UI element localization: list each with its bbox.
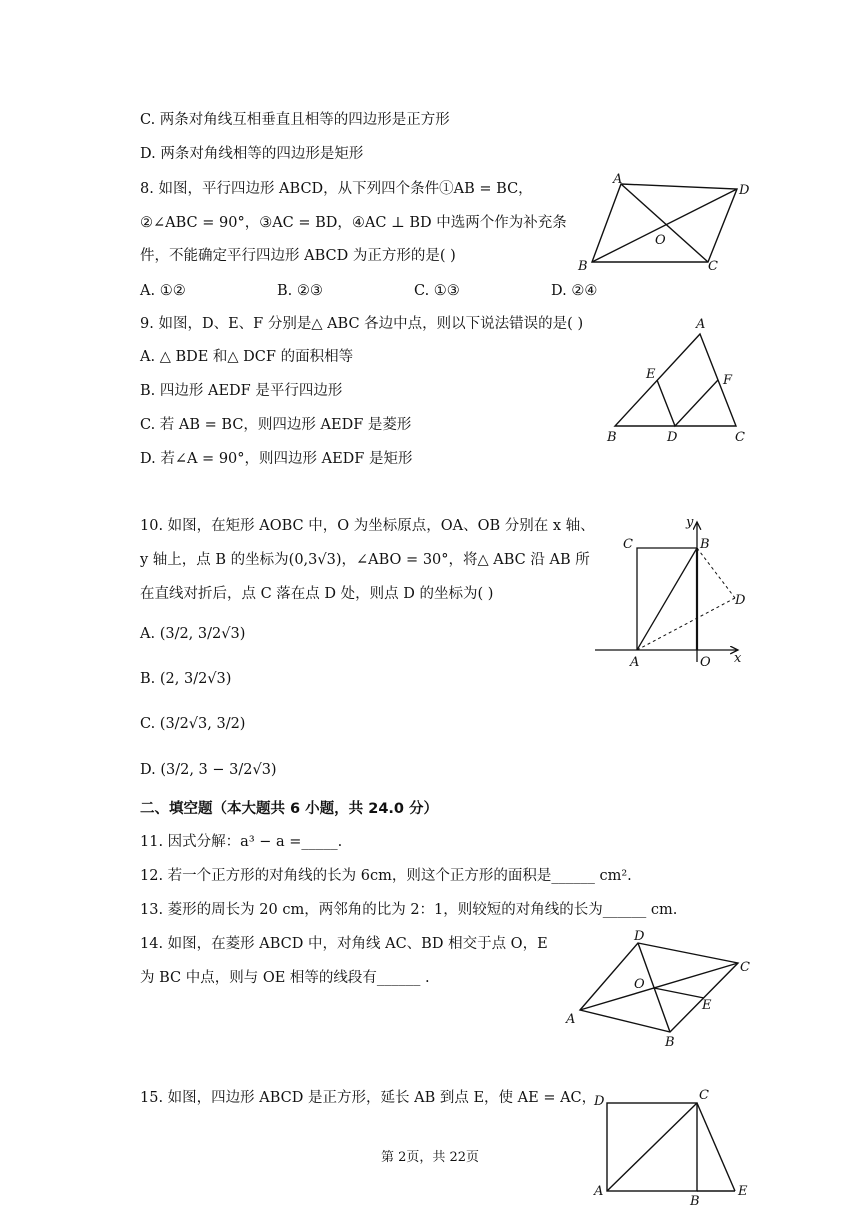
q12: 12. 若一个正方形的对角线的长为 6cm，则这个正方形的面积是______ cm².: [140, 868, 632, 884]
q8-parallelogram-figure: [575, 172, 765, 280]
fig15-label-b: B: [690, 1194, 700, 1208]
q8-line-3: 件，不能确定平行四边形 ABCD 为正方形的是( ): [140, 248, 456, 264]
fig10-label-o: O: [700, 655, 711, 670]
fig8-label-a: A: [613, 172, 623, 187]
q8-option-d: D. ②④: [551, 283, 598, 299]
fig9-label-a: A: [696, 317, 706, 332]
q14-rhombus-figure: [560, 928, 760, 1052]
q10-option-a: A. (3/2, 3/2√3): [140, 626, 246, 642]
q8-line-1: 8. 如图，平行四边形 ABCD，从下列四个条件①AB = BC，: [140, 181, 533, 197]
fig15-label-a: A: [594, 1184, 604, 1199]
fig8-label-d: D: [739, 183, 750, 198]
fig14-label-e: E: [702, 998, 712, 1013]
q13: 13. 菱形的周长为 20 cm，两邻角的比为 2：1，则较短的对角线的长为______ cm.: [140, 902, 678, 918]
fig8-label-b: B: [578, 259, 588, 274]
fig14-label-o: O: [634, 977, 645, 992]
q9-triangle-figure: [600, 314, 760, 448]
q8-option-c: C. ①③: [414, 283, 460, 299]
fig9-label-f: F: [723, 373, 733, 388]
q15-line-1: 15. 如图，四边形 ABCD 是正方形，延长 AB 到点 E，使 AE = AC，: [140, 1090, 597, 1106]
fig8-label-c: C: [708, 259, 718, 274]
fig10-label-x: x: [734, 651, 742, 666]
page-footer: 第 2页，共 22页: [380, 1150, 480, 1165]
fig14-label-b: B: [665, 1035, 675, 1050]
q9-option-d: D. 若∠A = 90°，则四边形 AEDF 是矩形: [140, 451, 413, 467]
fig10-label-y: y: [686, 515, 694, 530]
fig14-label-c: C: [740, 960, 750, 975]
fig15-label-d: D: [594, 1094, 605, 1109]
q10-coordinate-figure: [590, 512, 750, 672]
fig14-label-a: A: [566, 1012, 576, 1027]
q10-line-1: 10. 如图，在矩形 AOBC 中，O 为坐标原点，OA、OB 分别在 x 轴、: [140, 518, 595, 534]
q8-option-a: A. ①②: [140, 283, 186, 299]
fig15-label-c: C: [699, 1088, 709, 1103]
fig10-label-c: C: [623, 537, 633, 552]
fig15-label-e: E: [738, 1184, 748, 1199]
fig10-label-b: B: [700, 537, 710, 552]
fig9-label-e: E: [646, 367, 656, 382]
fig9-label-b: B: [607, 430, 617, 445]
fig9-label-d: D: [667, 430, 678, 445]
q9-option-c: C. 若 AB = BC，则四边形 AEDF 是菱形: [140, 417, 412, 433]
fig10-label-a: A: [630, 655, 640, 670]
q10-line-2: y 轴上，点 B 的坐标为(0,3√3)，∠ABO = 30°，将△ ABC 沿 AB 所: [140, 552, 590, 568]
q15-square-figure: [585, 1083, 760, 1208]
q9-option-a: A. △ BDE 和△ DCF 的面积相等: [140, 349, 354, 365]
q9-stem: 9. 如图，D、E、F 分别是△ ABC 各边中点，则以下说法错误的是( ): [140, 316, 584, 332]
q10-option-d: D. (3/2, 3 − 3/2√3): [140, 762, 277, 778]
fig9-label-c: C: [735, 430, 745, 445]
q9-option-b: B. 四边形 AEDF 是平行四边形: [140, 383, 343, 399]
q7-option-d: D. 两条对角线相等的四边形是矩形: [140, 146, 364, 162]
section-fill-in-title: 二、填空题（本大题共 6 小题，共 24.0 分）: [140, 801, 439, 817]
q10-option-b: B. (2, 3/2√3): [140, 671, 232, 687]
q8-line-2: ②∠ABC = 90°，③AC = BD，④AC ⊥ BD 中选两个作为补充条: [140, 215, 567, 231]
fig14-label-d: D: [634, 929, 645, 944]
q7-option-c: C. 两条对角线互相垂直且相等的四边形是正方形: [140, 112, 450, 128]
q10-line-3: 在直线对折后，点 C 落在点 D 处，则点 D 的坐标为( ): [140, 586, 494, 602]
fig8-label-o: O: [655, 233, 666, 248]
q14-line-2: 为 BC 中点，则与 OE 相等的线段有______ .: [140, 970, 430, 986]
fig10-label-d: D: [735, 593, 746, 608]
q8-option-b: B. ②③: [277, 283, 323, 299]
q10-option-c: C. (3/2√3, 3/2): [140, 716, 246, 732]
q11: 11. 因式分解：a³ − a =_____.: [140, 834, 343, 850]
q14-line-1: 14. 如图，在菱形 ABCD 中，对角线 AC、BD 相交于点 O，E: [140, 936, 548, 952]
